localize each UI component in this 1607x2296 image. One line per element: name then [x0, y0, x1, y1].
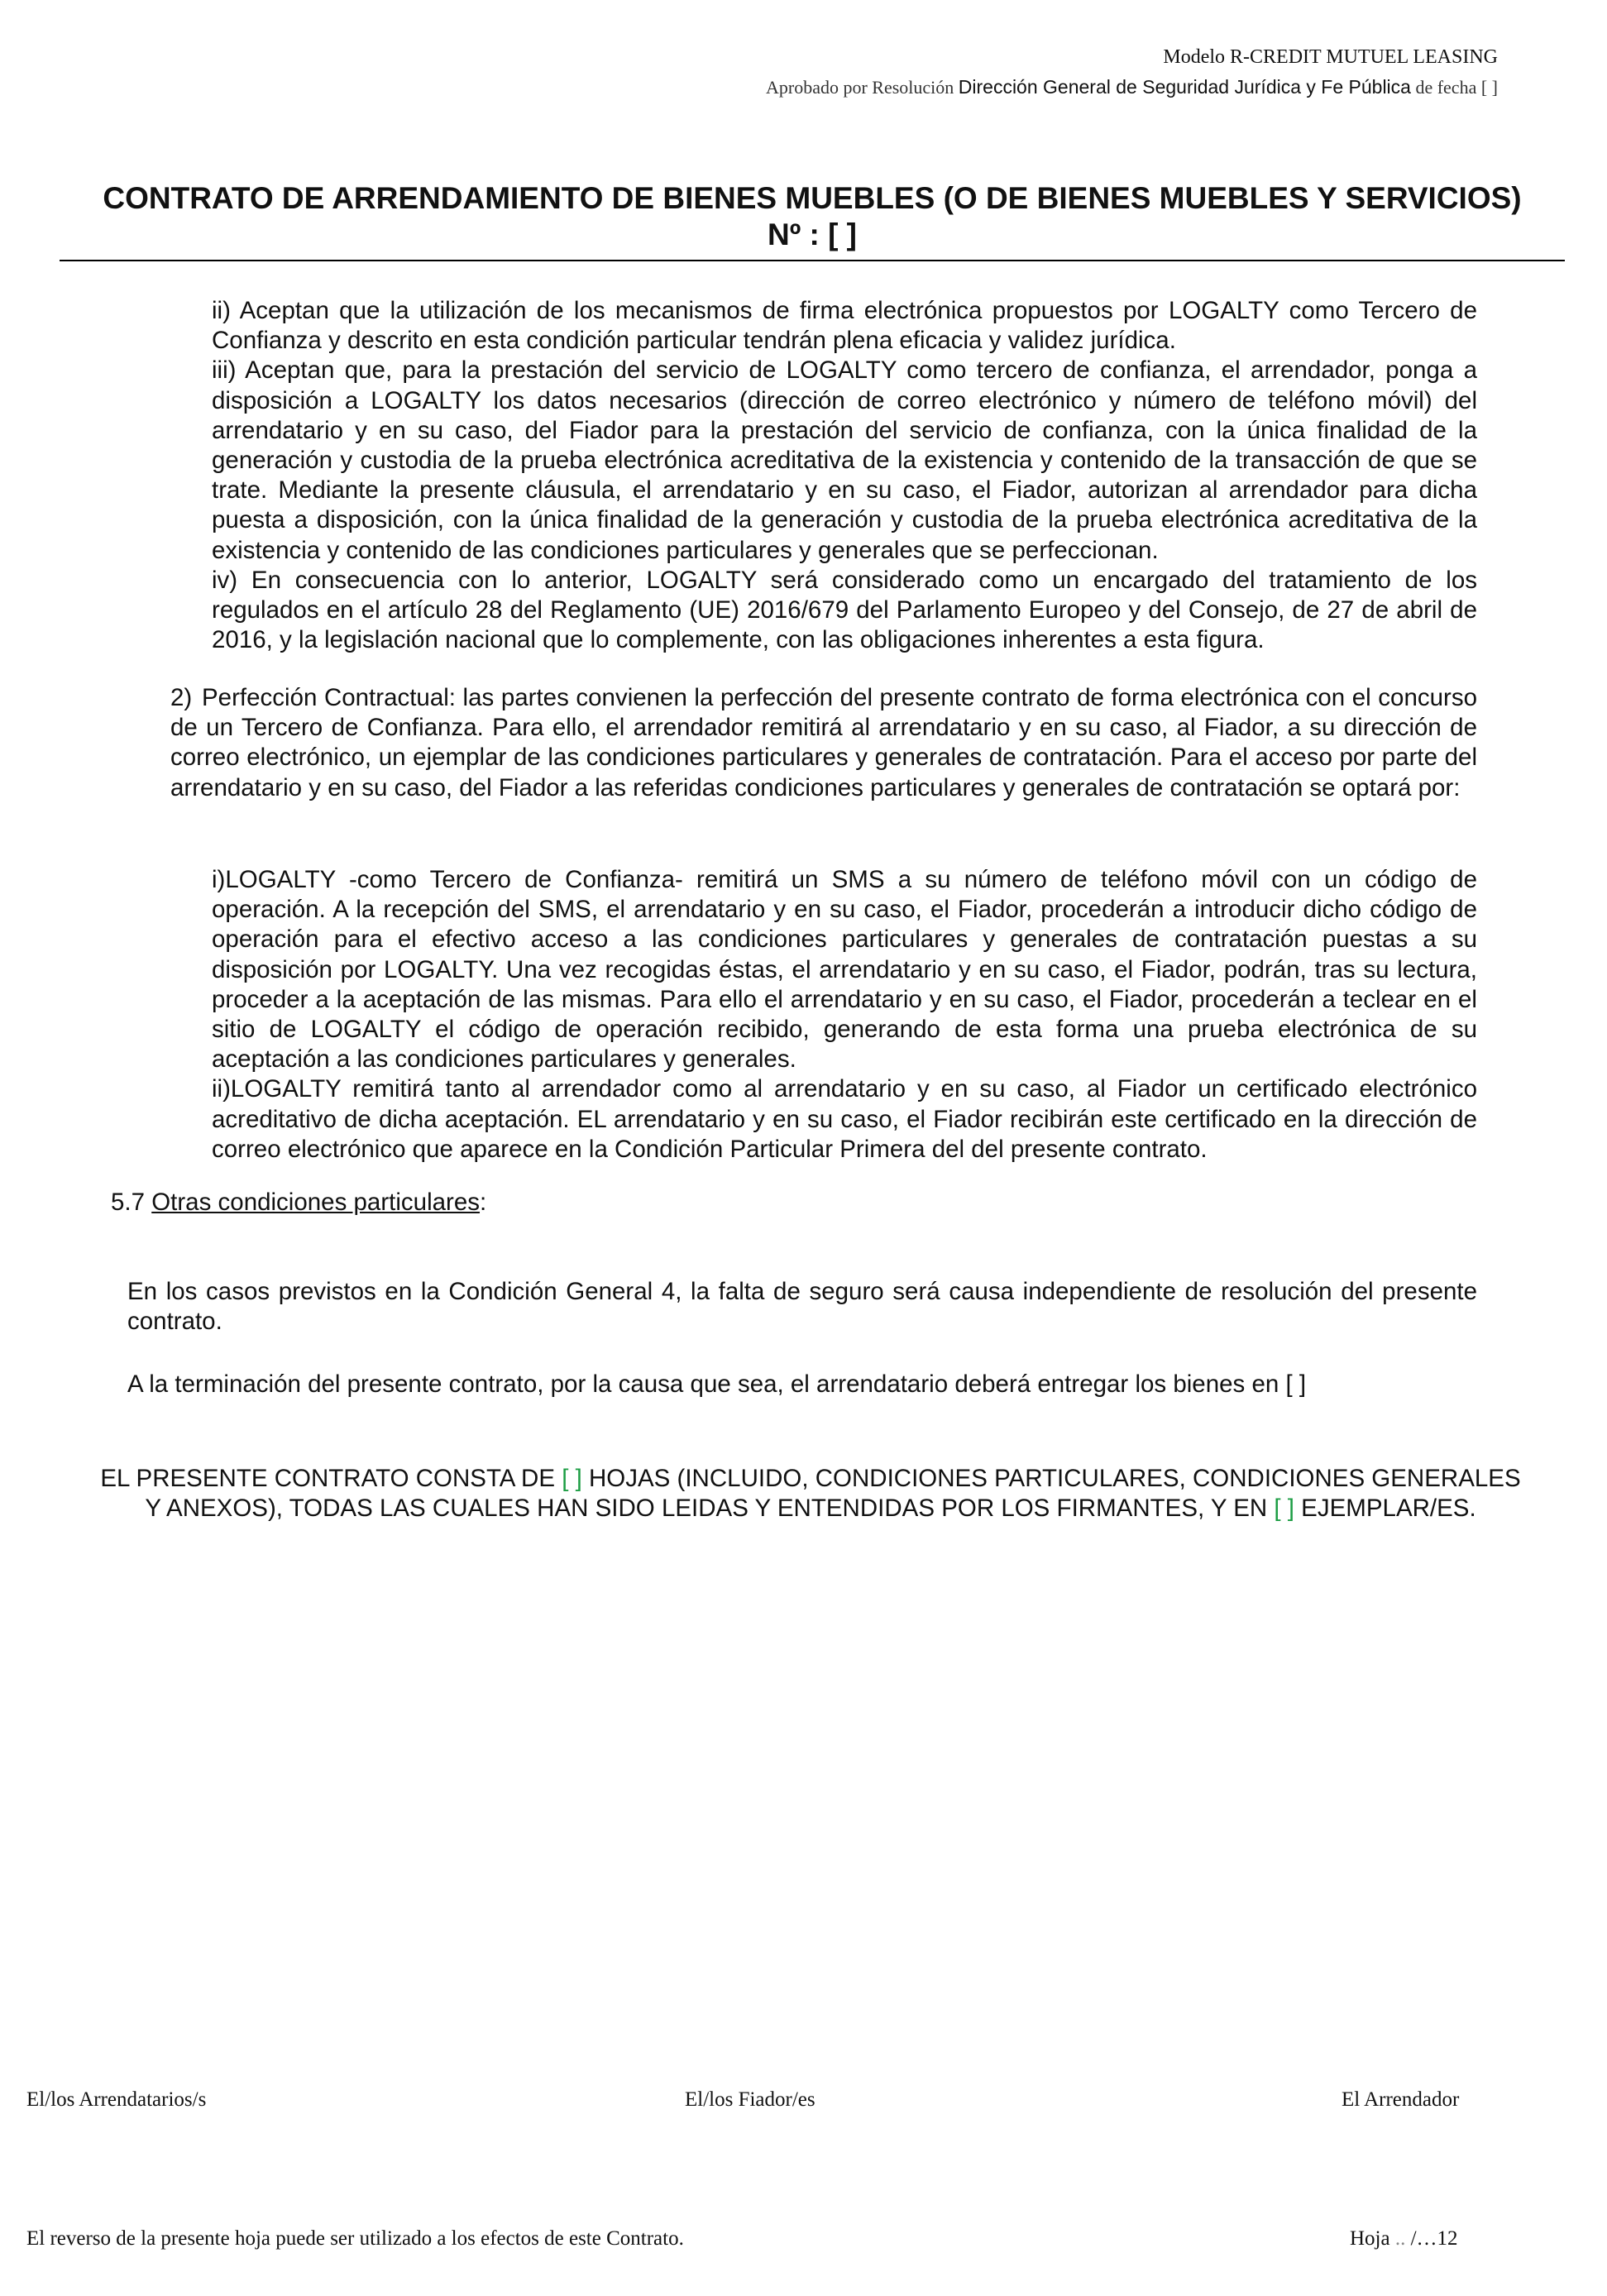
- closing-part-1: EL PRESENTE CONTRATO CONSTA DE: [100, 1465, 562, 1492]
- section-5-7-number: 5.7: [111, 1189, 152, 1216]
- title-line-1: CONTRATO DE ARRENDAMIENTO DE BIENES MUEBLES (O DE BIENES MUEBLES Y SERVICIOS): [103, 181, 1522, 215]
- model-label: Modelo R-CREDIT MUTUEL LEASING: [1163, 46, 1498, 68]
- title-divider: [60, 260, 1565, 261]
- section-2-number: 2): [170, 684, 193, 711]
- section-2-paragraph: [170, 683, 1477, 803]
- option-ii: ii)LOGALTY remitirá tanto al arrendador como al arrendatario y en su caso, al Fiador un certificado electrónico acreditativo de dicha aceptación. EL arrendatario y en su caso, el Fiador recibirán este certificado en la dirección de correo electrónico que aparece en la Condición Particular Primera del del presente contrato.: [212, 1075, 1477, 1163]
- closing-statement: [99, 1464, 1522, 1523]
- page-label: Hoja: [1350, 2227, 1395, 2250]
- section-1-subclauses: [212, 296, 1477, 655]
- approval-prefix: Aprobado por Resolución: [765, 77, 959, 98]
- signature-guarantors: El/los Fiador/es: [685, 2088, 815, 2111]
- signature-lessees: El/los Arrendatarios/s: [26, 2088, 207, 2111]
- section-5-7-colon: :: [480, 1189, 487, 1216]
- closing-part-3: EJEMPLAR/ES.: [1294, 1495, 1476, 1523]
- document-title: [60, 180, 1565, 253]
- option-i: i)LOGALTY -como Tercero de Confianza- remitirá un SMS a su número de teléfono móvil con un código de operación. A la recepción del SMS, el arrendatario y en su caso, el Fiador, procederán a introducir dicho código de operación para el efectivo acceso a las condiciones particulares y generales de contratación puestas a su disposición por LOGALTY. Una vez recogidas éstas, el arrendatario y en su caso, el Fiador, podrán, tras su lectura, proceder a la aceptación de las mismas. Para ello el arrendatario y en su caso, el Fiador, procederán a teclear en el sitio de LOGALTY el código de operación recibido, generando de esta forma una prueba electrónica de su aceptación a las condiciones particulares y generales.: [212, 866, 1477, 1074]
- page-total: /…12: [1405, 2227, 1458, 2250]
- clause-iii: iii) Aceptan que, para la prestación del servicio de LOGALTY como tercero de confianza, el arrendador, ponga a disposición a LOGALTY los datos necesarios (dirección de correo electrónico y número de teléfono móvil) del arrendatario y en su caso, del Fiador para la prestación del servicio de confianza, con la única finalidad de la generación y custodia de la prueba electrónica acreditativa de la existencia y contenido de la transacción de que se trate. Mediante la presente cláusula, el arrendatario y en su caso, el Fiador, autorizan al arrendador para dicha puesta a disposición, con la única finalidad de la generación y custodia de la prueba electrónica acreditativa de la existencia y contenido de las condiciones particulares y generales que se perfeccionan.: [212, 356, 1477, 564]
- page-indicator: [1350, 2227, 1458, 2251]
- clause-iv: iv) En consecuencia con lo anterior, LOGALTY será considerado como un encargado del tratamiento de los regulados en el artículo 28 del Reglamento (UE) 2016/679 del Parlamento Europeo y del Consejo, de 27 de abril de 2016, y la legislación nacional que lo complemente, con las obligaciones inherentes a esta figura.: [212, 566, 1477, 654]
- section-5-7-heading: [111, 1188, 772, 1217]
- closing-part-2: HOJAS (INCLUIDO, CONDICIONES PARTICULARES, CONDICIONES GENERALES Y ANEXOS), TODAS LAS CUALES HAN SIDO LEIDAS Y ENTENDIDAS POR LOS FIRMANTES, Y EN: [145, 1465, 1521, 1523]
- page-current: ..: [1394, 2227, 1406, 2250]
- approval-line: [766, 76, 1498, 98]
- clause-ii: ii) Aceptan que la utilización de los mecanismos de firma electrónica propuestos por LOGALTY como Tercero de Confianza y descrito en esta condición particular tendrán plena eficacia y validez jurídica.: [212, 297, 1477, 355]
- approval-authority: Dirección General de Seguridad Jurídica y Fe Pública: [958, 76, 1411, 98]
- contract-number: Nº : [ ]: [767, 218, 858, 251]
- copies-bracket: [ ]: [1274, 1495, 1294, 1523]
- section-2: [170, 683, 1477, 803]
- section-5-7-title: Otras condiciones particulares: [151, 1189, 481, 1216]
- section-2-options: [212, 865, 1477, 1165]
- signature-lessor: El Arrendador: [1342, 2088, 1460, 2111]
- termination-clause: A la terminación del presente contrato, por la causa que sea, el arrendatario deberá entregar los bienes en [ ]: [127, 1370, 1307, 1398]
- section-2-text: Perfección Contractual: las partes convienen la perfección del presente contrato de forma electrónica con el concurso de un Tercero de Confianza. Para ello, el arrendador remitirá al arrendatario y en su caso, al Fiador, a su dirección de correo electrónico, un ejemplar de las condiciones particulares y generales de contratación. Para el acceso por parte del arrendatario y en su caso, del Fiador a las referidas condiciones particulares y generales de contratación se optará por:: [170, 684, 1477, 801]
- insurance-clause: En los casos previstos en la Condición General 4, la falta de seguro será causa independiente de resolución del presente contrato.: [127, 1278, 1477, 1336]
- footer-note: El reverso de la presente hoja puede ser utilizado a los efectos de este Contrato.: [26, 2227, 684, 2250]
- pages-bracket: [ ]: [562, 1465, 582, 1492]
- approval-date: de fecha [ ]: [1410, 77, 1498, 98]
